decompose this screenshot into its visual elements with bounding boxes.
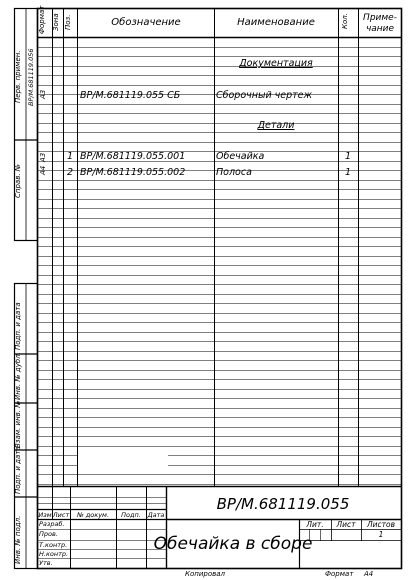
tb-col-data: Дата bbox=[147, 511, 165, 519]
header-kol: Кол. bbox=[341, 13, 349, 29]
header-poz: Поз. bbox=[64, 14, 72, 30]
row-designation: ВР/М.681119.055 СБ bbox=[80, 90, 181, 101]
tb-col-izm: Изм bbox=[38, 511, 52, 519]
tb-row-prov: Пров. bbox=[39, 530, 58, 538]
side-label-perv-primen: Перв. примен. bbox=[14, 50, 22, 103]
tb-value-listov: 1 bbox=[378, 530, 384, 539]
table-row-lines bbox=[37, 48, 402, 485]
header-zona: Зона bbox=[52, 13, 60, 31]
erased-patch bbox=[78, 452, 168, 468]
tb-col-no-dokum: № докум. bbox=[76, 511, 110, 519]
section-heading-documentation: Документация bbox=[239, 58, 313, 69]
side-label-sprav-no: Справ. № bbox=[14, 163, 22, 198]
section-heading-details: Детали bbox=[257, 120, 295, 131]
row-quantity: 1 bbox=[344, 167, 352, 178]
tb-row-razrab: Разраб. bbox=[39, 520, 65, 528]
footer-format-value: А4 bbox=[364, 570, 374, 578]
tb-label-lit: Лит. bbox=[306, 520, 324, 529]
side-label-inv-podl: Инв. № подл. bbox=[14, 515, 22, 564]
tb-col-podp: Подп. bbox=[121, 511, 141, 519]
header-format: Формат bbox=[38, 5, 46, 34]
footer-format-label: Формат bbox=[325, 570, 354, 578]
row-name: Полоса bbox=[216, 167, 252, 178]
row-designation: ВР/М.681119.055.002 bbox=[80, 167, 186, 178]
row-format: А3 bbox=[39, 152, 47, 162]
title-block-doc-number: ВР/М.681119.055 bbox=[216, 495, 350, 513]
side-label-podp-data: Подп. и дата bbox=[14, 302, 22, 350]
row-designation: ВР/М.681119.055.001 bbox=[80, 151, 186, 162]
row-format: А3 bbox=[39, 89, 47, 99]
header-primechanie-line2: чание bbox=[365, 24, 395, 34]
tb-label-list: Лист bbox=[336, 520, 356, 529]
tb-col-list: Лист bbox=[52, 511, 70, 519]
header-naimenovanie: Наименование bbox=[237, 17, 315, 28]
tb-row-utv: Утв. bbox=[39, 559, 53, 567]
footer-copied: Копировал bbox=[185, 570, 225, 578]
header-primechanie-line1: Приме- bbox=[363, 13, 397, 23]
row-name: Сборочный чертеж bbox=[216, 90, 313, 101]
row-format: А4 bbox=[39, 165, 47, 175]
tb-row-t-kontr: Т.контр. bbox=[39, 541, 68, 549]
side-label-inv-dubl: Инв. № дубл. bbox=[14, 352, 22, 400]
row-quantity: 1 bbox=[344, 151, 352, 162]
side-label-podp-data-2: Подп. и дата bbox=[14, 446, 22, 494]
side-value-perv-primen: ВР/М.681119.056 bbox=[27, 48, 35, 106]
row-position: 1 bbox=[66, 151, 74, 162]
row-position: 2 bbox=[66, 167, 74, 178]
header-oboznachenie: Обозначение bbox=[111, 17, 181, 28]
row-name: Обечайка bbox=[216, 151, 265, 162]
side-label-vzam-inv: Взам. инв. № bbox=[14, 400, 22, 448]
tb-label-listov: Листов bbox=[366, 520, 396, 529]
tb-row-n-kontr: Н.контр. bbox=[39, 550, 69, 558]
title-block-title: Обечайка в сборе bbox=[153, 534, 313, 554]
